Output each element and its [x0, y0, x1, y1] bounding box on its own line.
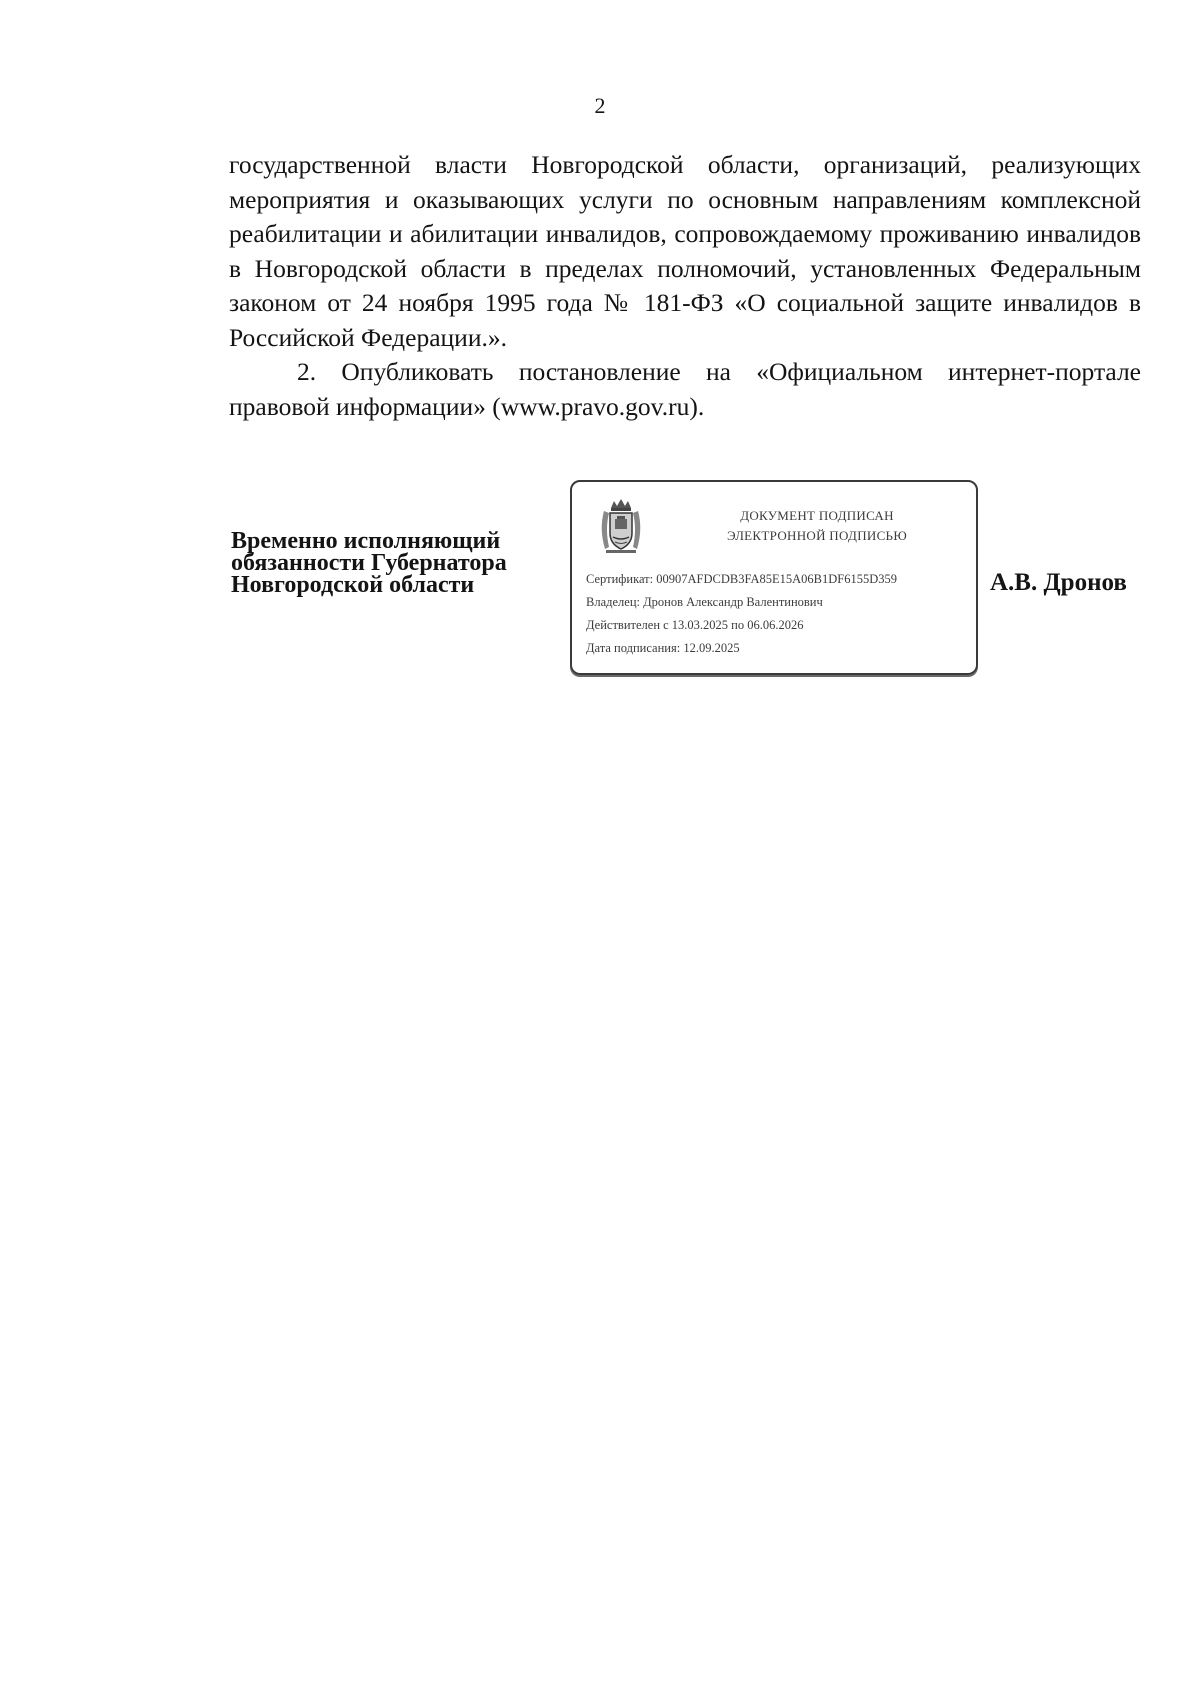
stamp-header-line: ЭЛЕКТРОННОЙ ПОДПИСЬЮ	[727, 528, 907, 543]
paragraph-publish: 2. Опубликовать постановление на «Официальном интернет-портале правовой информации» (www.pravo.gov.ru).	[229, 357, 1141, 421]
signer-title-line: обязанности Губернатора	[231, 550, 507, 576]
document-body	[229, 148, 1141, 424]
stamp-header	[662, 506, 972, 546]
paragraph-continuation: государственной власти Новгородской области, организаций, реализующих мероприятия и оказывающих услуги по основным направлениям комплексной реабилитации и абилитации инвалидов, сопровождаемому проживанию инвалидов в Новгородской области в пределах полномочий, установленных Федеральным законом от 24 ноября 1995 года № 181-ФЗ «О социальной защите инвалидов в Российской Федерации.».	[229, 150, 1141, 352]
certificate-number: Сертификат: 00907AFDCDB3FA85E15A06B1DF6155D359	[586, 572, 897, 586]
signer-name: А.В. Дронов	[990, 569, 1127, 596]
signing-date: Дата подписания: 12.09.2025	[586, 641, 740, 655]
certificate-owner: Владелец: Дронов Александр Валентинович	[586, 595, 823, 609]
page-number: 2	[594, 93, 606, 118]
certificate-validity: Действителен с 13.03.2025 по 06.06.2026	[586, 618, 804, 632]
signer-title-line: Временно исполняющий	[231, 528, 501, 554]
electronic-signature-stamp	[570, 480, 978, 675]
coat-of-arms-icon	[596, 497, 646, 555]
signer-title	[231, 530, 561, 596]
signer-title-line: Новгородской области	[231, 572, 475, 598]
stamp-header-line: ДОКУМЕНТ ПОДПИСАН	[740, 508, 894, 523]
stamp-details	[586, 568, 978, 660]
